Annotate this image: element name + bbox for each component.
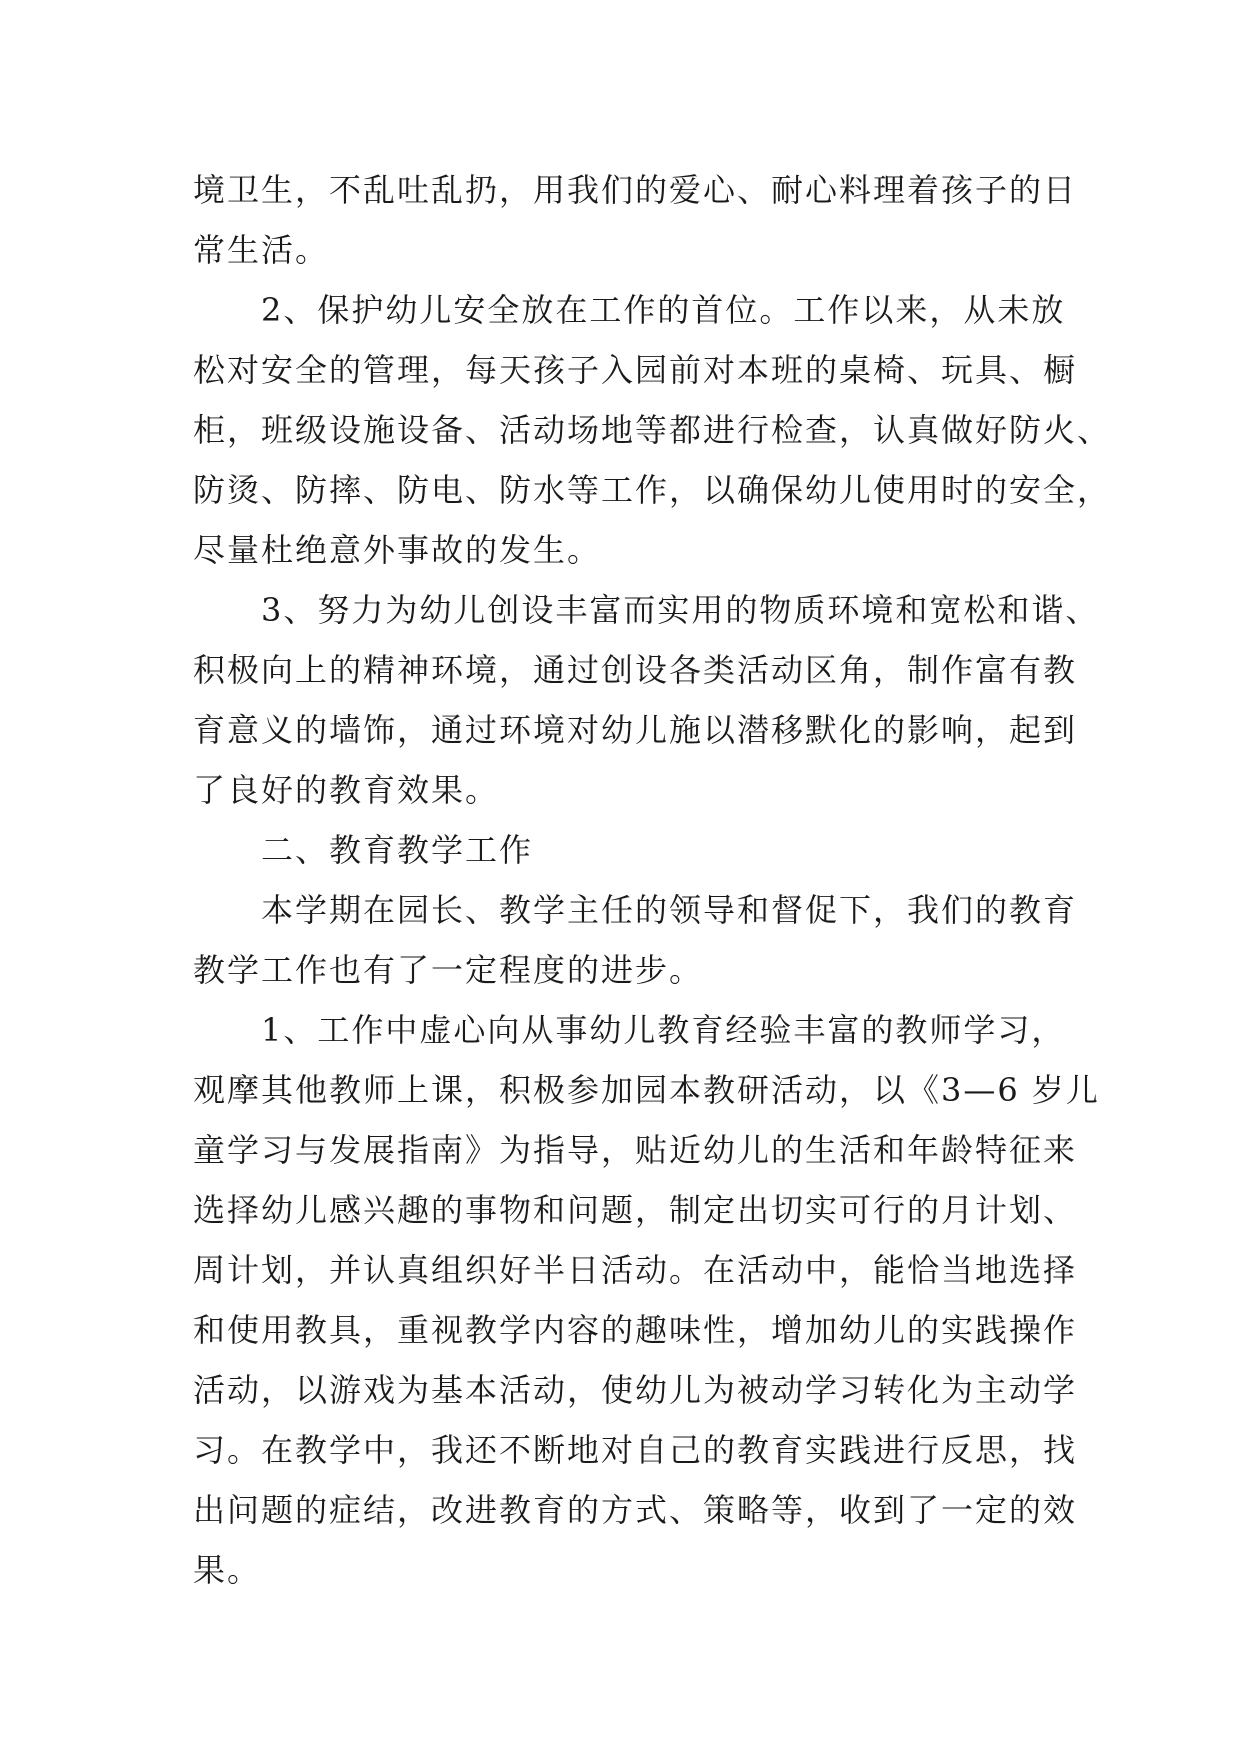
text-line: 童学习与发展指南》为指导，贴近幼儿的生活和年龄特征来 bbox=[193, 1131, 1078, 1169]
text-line: 出问题的症结，改进教育的方式、策略等，收到了一定的效 bbox=[193, 1491, 1078, 1529]
text-line: 果。 bbox=[193, 1551, 262, 1589]
text-line: 教学工作也有了一定程度的进步。 bbox=[193, 951, 704, 989]
text-line: 周计划，并认真组织好半日活动。在活动中，能恰当地选择 bbox=[193, 1251, 1078, 1289]
text-line: 2、保护幼儿安全放在工作的首位。工作以来，从未放 bbox=[193, 291, 1066, 329]
text-line: 尽量杜绝意外事故的发生。 bbox=[193, 531, 602, 569]
text-line: 习。在教学中，我还不断地对自己的教育实践进行反思，找 bbox=[193, 1431, 1078, 1469]
text-line: 选择幼儿感兴趣的事物和问题，制定出切实可行的月计划、 bbox=[193, 1191, 1078, 1229]
text-line: 育意义的墙饰，通过环境对幼儿施以潜移默化的影响，起到 bbox=[193, 711, 1078, 749]
text-line: 活动，以游戏为基本活动，使幼儿为被动学习转化为主动学 bbox=[193, 1371, 1078, 1409]
text-line: 1、工作中虚心向从事幼儿教育经验丰富的教师学习， bbox=[193, 1011, 1066, 1049]
text-line: 防烫、防摔、防电、防水等工作，以确保幼儿使用时的安全， bbox=[193, 471, 1112, 509]
text-line: 观摩其他教师上课，积极参加园本教研活动，以《3—6 岁儿 bbox=[193, 1071, 1100, 1109]
text-line: 常生活。 bbox=[193, 231, 330, 269]
text-line: 和使用教具，重视教学内容的趣味性，增加幼儿的实践操作 bbox=[193, 1311, 1078, 1349]
text-line: 本学期在园长、教学主任的领导和督促下，我们的教育 bbox=[193, 891, 1078, 929]
text-line: 积极向上的精神环境，通过创设各类活动区角，制作富有教 bbox=[193, 651, 1078, 689]
document-body bbox=[193, 160, 1112, 1600]
text-line: 3、努力为幼儿创设丰富而实用的物质环境和宽松和谐、 bbox=[193, 591, 1100, 629]
text-line: 境卫生，不乱吐乱扔，用我们的爱心、耐心料理着孩子的日 bbox=[193, 171, 1078, 209]
text-line: 松对安全的管理，每天孩子入园前对本班的桌椅、玩具、橱 bbox=[193, 351, 1078, 389]
section-heading: 二、教育教学工作 bbox=[193, 831, 534, 869]
text-line: 了良好的教育效果。 bbox=[193, 771, 500, 809]
text-line: 柜，班级设施设备、活动场地等都进行检查，认真做好防火、 bbox=[193, 411, 1112, 449]
